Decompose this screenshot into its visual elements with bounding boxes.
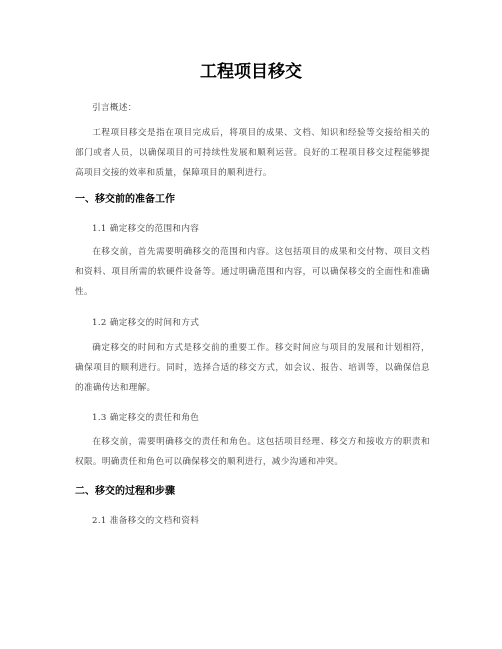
section-heading-2: 二、移交的过程和步骤	[75, 486, 175, 497]
subsection-paragraph-1-3: 在移交前，需要明确移交的责任和角色。这包括项目经理、移交方和接收方的职责和权限。明确责任和角色可以确保移交的顺利进行，减少沟通和冲突。	[75, 437, 430, 467]
page-title: 工程项目移交	[200, 62, 302, 82]
subsection-title-1-1: 1.1 确定移交的范围和内容	[92, 224, 200, 234]
intro-label: 引言概述：	[92, 103, 137, 113]
subsection-paragraph-1-2: 确定移交的时间和方式是移交前的重要工作。移交时间应与项目的发展和计划相符，确保项目的顺利进行。同时，选择合适的移交方式，如会议、报告、培训等，以确保信息的准确传达和理解。	[75, 343, 430, 393]
subsection-title-1-2: 1.2 确定移交的时间和方式	[92, 318, 200, 328]
intro-paragraph: 工程项目移交是指在项目完成后，将项目的成果、文档、知识和经验等交接给相关的部门或者人员，以确保项目的可持续性发展和顺利运营。良好的工程项目移交过程能够提高项目交接的效率和质量，保障项目的顺利进行。	[75, 128, 430, 178]
subsection-title-2-1: 2.1 准备移交的文档和资料	[92, 516, 200, 526]
subsection-title-1-3: 1.3 确定移交的责任和角色	[92, 413, 200, 423]
subsection-paragraph-1-1: 在移交前，首先需要明确移交的范围和内容。这包括项目的成果和交付物、项目文档和资料、项目所需的软硬件设备等。通过明确范围和内容，可以确保移交的全面性和准确性。	[75, 247, 430, 297]
section-heading-1: 一、移交前的准备工作	[75, 194, 175, 205]
